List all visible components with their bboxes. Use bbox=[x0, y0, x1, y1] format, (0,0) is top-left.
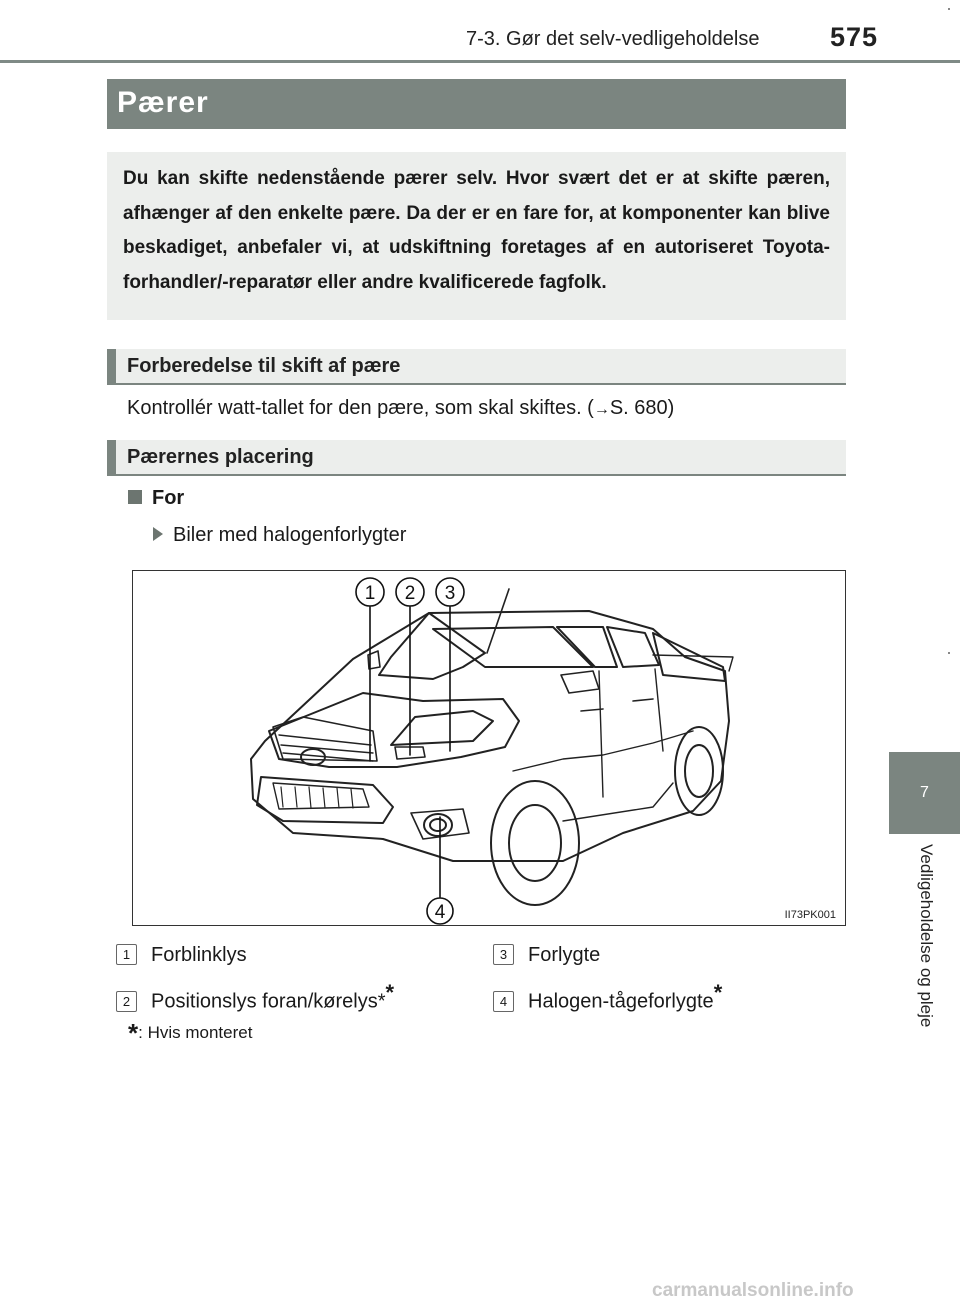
subheading-locations bbox=[107, 440, 846, 476]
page-title: Pærer bbox=[117, 86, 209, 119]
footnote-text: : Hvis monteret bbox=[138, 1023, 253, 1042]
callout-4 bbox=[427, 898, 453, 924]
legend-item-3 bbox=[493, 944, 600, 967]
margin-mark bbox=[948, 8, 950, 10]
item-front: For bbox=[128, 487, 184, 510]
legend-number-4: 4 bbox=[493, 991, 514, 1012]
legend-label-2: Positionslys foran/kørelys* bbox=[151, 990, 386, 1013]
intro-text: Du kan skifte nedenstående pærer selv. Hvor svært det er at skifte pæren, afhænger af den enkelte pære. Da der er en fare for, at komponenter kan blive beskadiget, anbefaler vi, at udskiftning foretages af en autoriseret Toyota-forhandler/-reparatør eller andre kvalificerede fagfolk. bbox=[123, 168, 830, 293]
legend-label-1: Forblinklys bbox=[151, 944, 247, 966]
legend-label-3: Forlygte bbox=[528, 944, 601, 966]
callout-4-label: 4 bbox=[434, 902, 446, 923]
callout-3 bbox=[436, 578, 464, 606]
legend-item-4 bbox=[493, 980, 722, 1014]
chapter-tab[interactable]: 7 bbox=[889, 752, 960, 834]
legend-number-1: 1 bbox=[116, 944, 137, 965]
subheading-preparation bbox=[107, 349, 846, 385]
callout-2-label: 2 bbox=[404, 583, 416, 604]
chapter-label: Vedligeholdelse og pleje bbox=[917, 844, 936, 1028]
subheading-locations-text: Pærernes placering bbox=[127, 446, 314, 468]
legend-number-3: 3 bbox=[493, 944, 514, 965]
legend-mark-2: * bbox=[385, 980, 395, 1005]
legend-item-2 bbox=[116, 980, 394, 1014]
callout-2 bbox=[396, 578, 424, 606]
page-reference-link[interactable]: S. 680) bbox=[609, 397, 675, 419]
subitem-halogen: Biler med halogenforlygter bbox=[153, 524, 406, 547]
legend-number-2: 2 bbox=[116, 991, 137, 1012]
reference-arrow-icon: → bbox=[593, 401, 610, 418]
legend-mark-4: * bbox=[713, 980, 723, 1005]
intro-box bbox=[107, 152, 846, 320]
legend-item-1 bbox=[116, 944, 247, 967]
callout-1 bbox=[356, 578, 384, 606]
figure-code: II73PK001 bbox=[784, 909, 836, 921]
callout-1-label: 1 bbox=[364, 583, 376, 604]
pickup-truck-drawing bbox=[133, 571, 845, 925]
page-number: 575 bbox=[830, 22, 879, 52]
callout-3-label: 3 bbox=[444, 583, 456, 604]
margin-mark bbox=[948, 652, 950, 654]
watermark: carmanualsonline.info bbox=[652, 1280, 854, 1301]
footnote bbox=[128, 1018, 252, 1049]
vehicle-illustration bbox=[132, 570, 846, 926]
square-bullet-icon bbox=[128, 490, 142, 504]
title-bar bbox=[107, 79, 846, 129]
header-section-title: 7-3. Gør det selv-vedligeholdelse bbox=[466, 28, 760, 50]
legend-label-4: Halogen-tågeforlygte bbox=[528, 990, 714, 1013]
preparation-text: Kontrollér watt-tallet for den pære, som skal skiftes. (→S. 680) bbox=[127, 397, 675, 419]
footnote-mark: * bbox=[128, 1018, 139, 1048]
header-rule bbox=[0, 60, 960, 63]
triangle-bullet-icon bbox=[153, 527, 163, 541]
subheading-preparation-text: Forberedelse til skift af pære bbox=[127, 355, 401, 377]
